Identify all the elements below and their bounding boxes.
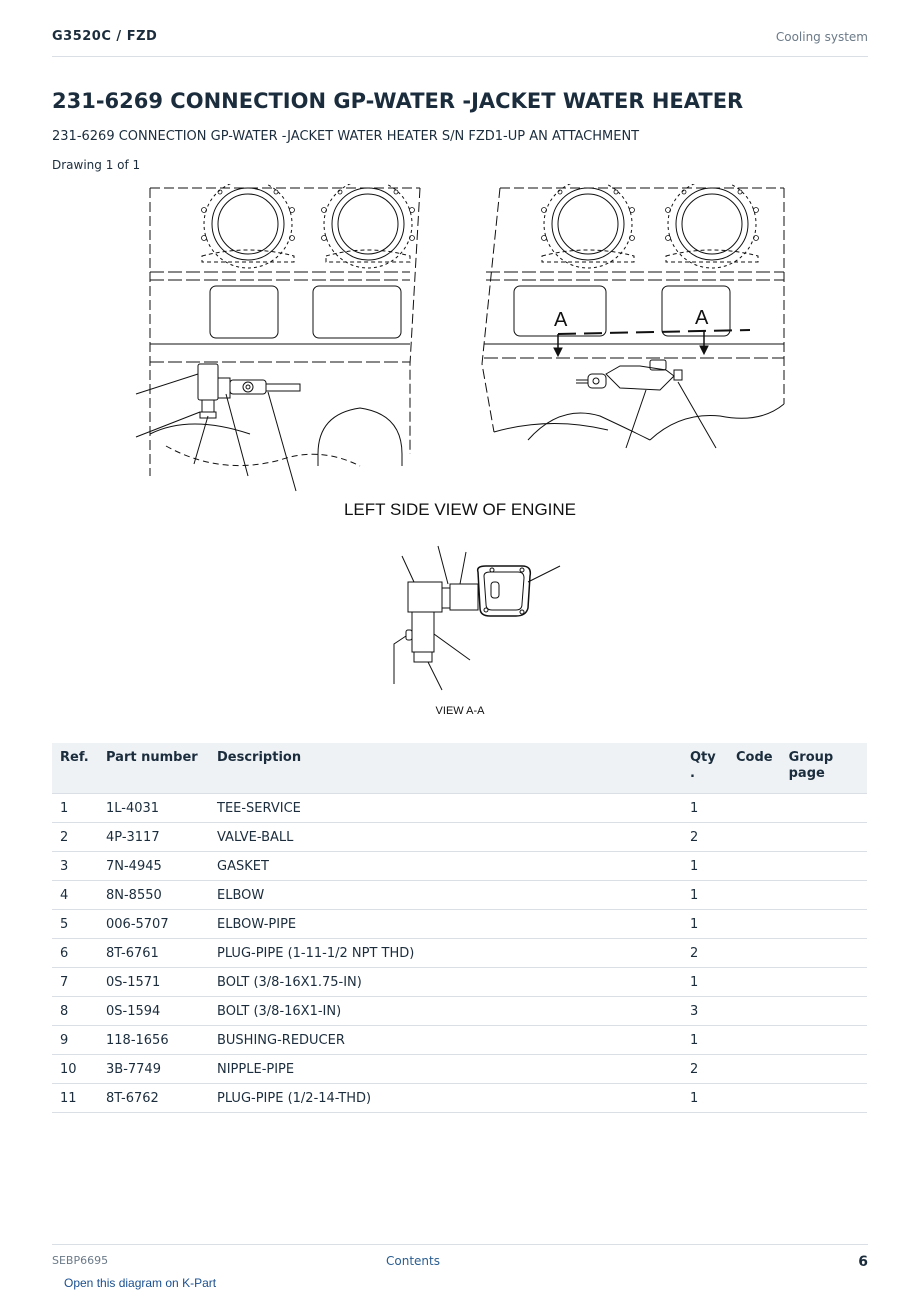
cell-group-page — [781, 823, 867, 852]
cell-code — [728, 910, 781, 939]
parts-table — [52, 743, 867, 1113]
section-marker-left: A — [554, 309, 568, 331]
cell-group-page — [781, 997, 867, 1026]
contents-link[interactable]: Contents — [386, 1254, 440, 1268]
cell-part-number: 7N-4945 — [98, 852, 209, 881]
table-row — [52, 1055, 867, 1084]
table-row — [52, 939, 867, 968]
cell-ref: 9 — [52, 1026, 98, 1055]
cell-qty: 1 — [682, 1084, 728, 1113]
page-title: 231-6269 CONNECTION GP-WATER -JACKET WATER HEATER — [52, 89, 744, 113]
cell-code — [728, 852, 781, 881]
left-engine-view — [136, 184, 420, 491]
cell-code — [728, 939, 781, 968]
header-group-page: Group page — [781, 743, 867, 794]
cell-part-number: 4P-3117 — [98, 823, 209, 852]
cell-part-number: 118-1656 — [98, 1026, 209, 1055]
cell-code — [728, 1084, 781, 1113]
section-label: Cooling system — [775, 30, 868, 44]
cell-group-page — [781, 1026, 867, 1055]
cell-description: NIPPLE-PIPE — [209, 1055, 682, 1084]
table-row — [52, 823, 867, 852]
cell-group-page — [781, 968, 867, 997]
cell-group-page — [781, 881, 867, 910]
header-ref: Ref. — [52, 743, 98, 794]
header-code: Code — [728, 743, 781, 794]
cell-description: BOLT (3/8-16X1-IN) — [209, 997, 682, 1026]
cell-ref: 1 — [52, 794, 98, 823]
cell-description: PLUG-PIPE (1-11-1/2 NPT THD) — [209, 939, 682, 968]
parts-diagram — [130, 184, 790, 724]
cell-qty: 3 — [682, 997, 728, 1026]
header-part-number: Part number — [98, 743, 209, 794]
cell-description: PLUG-PIPE (1/2-14-THD) — [209, 1084, 682, 1113]
cell-group-page — [781, 1084, 867, 1113]
cell-part-number: 0S-1571 — [98, 968, 209, 997]
header-description: Description — [209, 743, 682, 794]
cell-description: BOLT (3/8-16X1.75-IN) — [209, 968, 682, 997]
cell-qty: 1 — [682, 794, 728, 823]
cell-part-number: 3B-7749 — [98, 1055, 209, 1084]
table-row — [52, 881, 867, 910]
table-row — [52, 1084, 867, 1113]
section-marker-right: A — [695, 307, 709, 329]
page-subtitle: 231-6269 CONNECTION GP-WATER -JACKET WATER HEATER S/N FZD1-UP AN ATTACHMENT — [52, 129, 640, 144]
cell-qty: 1 — [682, 852, 728, 881]
diagram-caption-view: VIEW A-A — [435, 705, 485, 717]
table-row — [52, 997, 867, 1026]
table-row — [52, 1026, 867, 1055]
model-label: G3520C / FZD — [52, 29, 158, 44]
cell-part-number: 8T-6762 — [98, 1084, 209, 1113]
cell-description: BUSHING-REDUCER — [209, 1026, 682, 1055]
cell-qty: 2 — [682, 939, 728, 968]
cell-qty: 1 — [682, 968, 728, 997]
table-row — [52, 968, 867, 997]
cell-description: ELBOW-PIPE — [209, 910, 682, 939]
table-row — [52, 910, 867, 939]
cell-ref: 4 — [52, 881, 98, 910]
parts-table-header — [52, 743, 867, 794]
cell-qty: 2 — [682, 1055, 728, 1084]
cell-description: ELBOW — [209, 881, 682, 910]
cell-qty: 1 — [682, 910, 728, 939]
cell-ref: 5 — [52, 910, 98, 939]
cell-description: TEE-SERVICE — [209, 794, 682, 823]
page-number: 6 — [858, 1254, 868, 1270]
cell-group-page — [781, 939, 867, 968]
cell-ref: 3 — [52, 852, 98, 881]
cell-group-page — [781, 910, 867, 939]
table-row — [52, 852, 867, 881]
cell-code — [728, 968, 781, 997]
cell-qty: 2 — [682, 823, 728, 852]
cell-code — [728, 794, 781, 823]
cell-qty: 1 — [682, 1026, 728, 1055]
view-aa-detail — [394, 546, 560, 690]
cell-description: VALVE-BALL — [209, 823, 682, 852]
cell-code — [728, 997, 781, 1026]
cell-code — [728, 823, 781, 852]
cell-part-number: 0S-1594 — [98, 997, 209, 1026]
header-qty: Qty . — [682, 743, 728, 794]
cell-group-page — [781, 1055, 867, 1084]
cell-part-number: 8T-6761 — [98, 939, 209, 968]
cell-group-page — [781, 794, 867, 823]
table-row — [52, 794, 867, 823]
cell-qty: 1 — [682, 881, 728, 910]
drawing-count: Drawing 1 of 1 — [52, 158, 141, 172]
cell-ref: 6 — [52, 939, 98, 968]
document-number: SEBP6695 — [52, 1254, 109, 1267]
page-header — [52, 0, 868, 57]
diagram-caption-main: LEFT SIDE VIEW OF ENGINE — [343, 500, 577, 519]
cell-part-number: 8N-8550 — [98, 881, 209, 910]
cell-ref: 11 — [52, 1084, 98, 1113]
cell-ref: 7 — [52, 968, 98, 997]
cell-ref: 10 — [52, 1055, 98, 1084]
open-kpart-link[interactable]: Open this diagram on K-Part — [64, 1276, 217, 1290]
cell-part-number: 1L-4031 — [98, 794, 209, 823]
cell-part-number: 006-5707 — [98, 910, 209, 939]
cell-code — [728, 1055, 781, 1084]
cell-group-page — [781, 852, 867, 881]
right-engine-view — [482, 184, 784, 448]
cell-code — [728, 1026, 781, 1055]
cell-code — [728, 881, 781, 910]
cell-ref: 8 — [52, 997, 98, 1026]
parts-table-body — [52, 794, 867, 1113]
cell-description: GASKET — [209, 852, 682, 881]
page-footer — [52, 1244, 868, 1275]
cell-ref: 2 — [52, 823, 98, 852]
